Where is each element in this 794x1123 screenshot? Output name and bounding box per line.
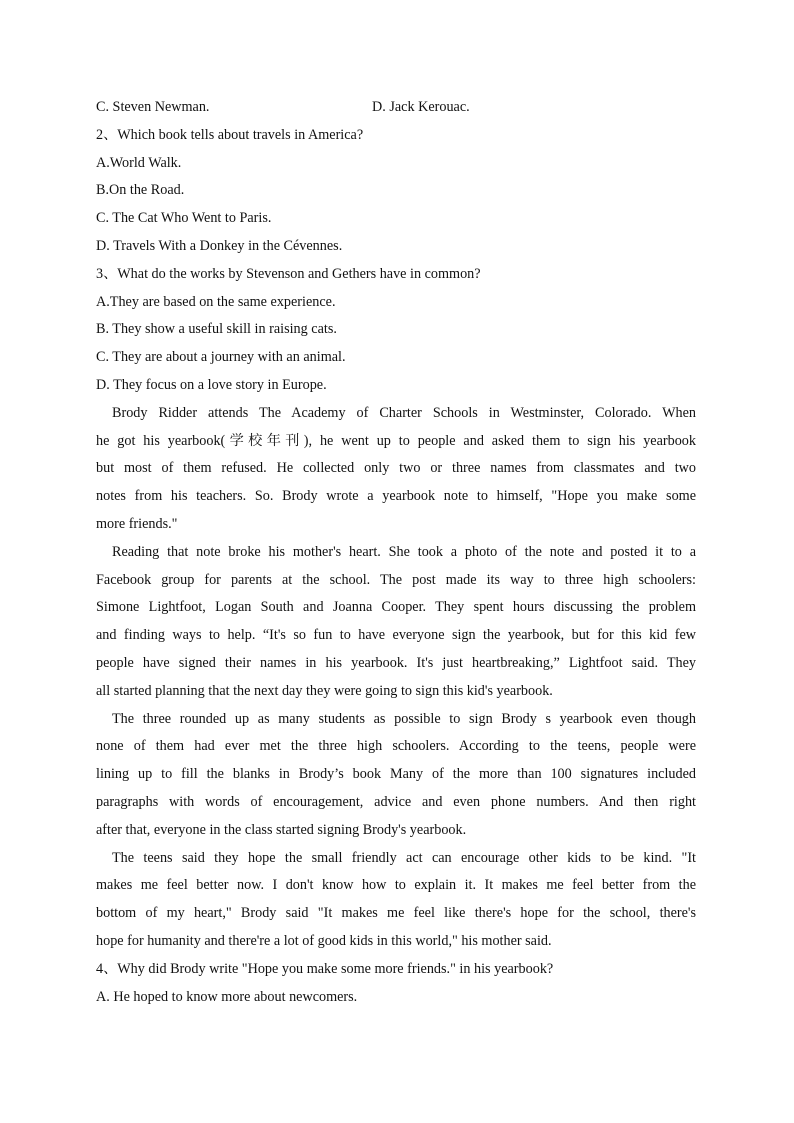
- passage-line: hope for humanity and there're a lot of good kids in this world," his mother said.: [96, 932, 552, 949]
- passage-line: Simone Lightfoot, Logan South and Joanna Cooper. They spent hours discussing the problem: [96, 599, 696, 616]
- passage-line: The three rounded up as many students as possible to sign Brody s yearbook even though: [112, 710, 696, 727]
- q1-option-d: D. Jack Kerouac.: [372, 99, 470, 115]
- passage-line: people have signed their names in his yearbook. It's just heartbreaking,” Lightfoot said. They: [96, 654, 696, 671]
- passage-paragraph-4: [96, 845, 696, 956]
- q1-option-c: C. Steven Newman.: [96, 99, 210, 115]
- passage-line: Reading that note broke his mother's heart. She took a photo of the note and posted it to a: [112, 543, 696, 560]
- passage-line: and finding ways to help. “It's so fun to have everyone sign the yearbook, but for this kid few: [96, 627, 696, 644]
- q4-question: 4、Why did Brody write "Hope you make some more friends." in his yearbook?: [96, 960, 554, 977]
- passage-line: The teens said they hope the small friendly act can encourage other kids to be kind. "It: [112, 849, 696, 866]
- passage-paragraph-1: [96, 400, 696, 539]
- passage-line: makes me feel better now. I don't know how to explain it. It makes me feel better from the: [96, 877, 696, 894]
- q3-option-c: C. They are about a journey with an animal.: [96, 349, 346, 366]
- passage-line: lining up to fill the blanks in Brody’s book Many of the more than 100 signatures included: [96, 766, 696, 783]
- passage-line: Facebook group for parents at the school. The post made its way to three high schoolers:: [96, 571, 696, 588]
- q4-option-a: A. He hoped to know more about newcomers.: [96, 988, 358, 1005]
- passage-line: Brody Ridder attends The Academy of Charter Schools in Westminster, Colorado. When: [112, 404, 696, 421]
- passage-line: after that, everyone in the class started signing Brody's yearbook.: [96, 821, 467, 838]
- passage-line: none of them had ever met the three high schoolers. According to the teens, people were: [96, 738, 696, 755]
- q1-options-row: [96, 94, 696, 122]
- passage-paragraph-2: [96, 539, 696, 706]
- document-page: [96, 94, 696, 1011]
- passage-line: all started planning that the next day they were going to sign this kid's yearbook.: [96, 682, 553, 699]
- passage-paragraph-3: [96, 706, 696, 845]
- q3-option-b: B. They show a useful skill in raising cats.: [96, 321, 337, 338]
- q3-option-a: A.They are based on the same experience.: [96, 293, 336, 310]
- passage-line: bottom of my heart," Brody said "It makes me feel like there's hope for the school, there's: [96, 905, 696, 922]
- q2-option-b: B.On the Road.: [96, 182, 185, 199]
- passage-line: more friends.": [96, 515, 178, 532]
- passage-line: paragraphs with words of encouragement, advice and even phone numbers. And then right: [96, 793, 696, 810]
- q2-option-a: A.World Walk.: [96, 154, 182, 171]
- passage-line: notes from his teachers. So. Brody wrote a yearbook note to himself, "Hope you make some: [96, 488, 696, 505]
- q2-question: 2、Which book tells about travels in America?: [96, 126, 364, 143]
- q3-question: 3、What do the works by Stevenson and Gethers have in common?: [96, 265, 481, 282]
- q2-option-c: C. The Cat Who Went to Paris.: [96, 210, 272, 227]
- passage-line: he got his yearbook(学校年刊), he went up to people and asked them to sign his yearbook: [96, 432, 696, 449]
- q3-option-d: D. They focus on a love story in Europe.: [96, 376, 327, 393]
- q2-option-d: D. Travels With a Donkey in the Cévennes.: [96, 237, 343, 254]
- passage-line: but most of them refused. He collected only two or three names from classmates and two: [96, 460, 696, 477]
